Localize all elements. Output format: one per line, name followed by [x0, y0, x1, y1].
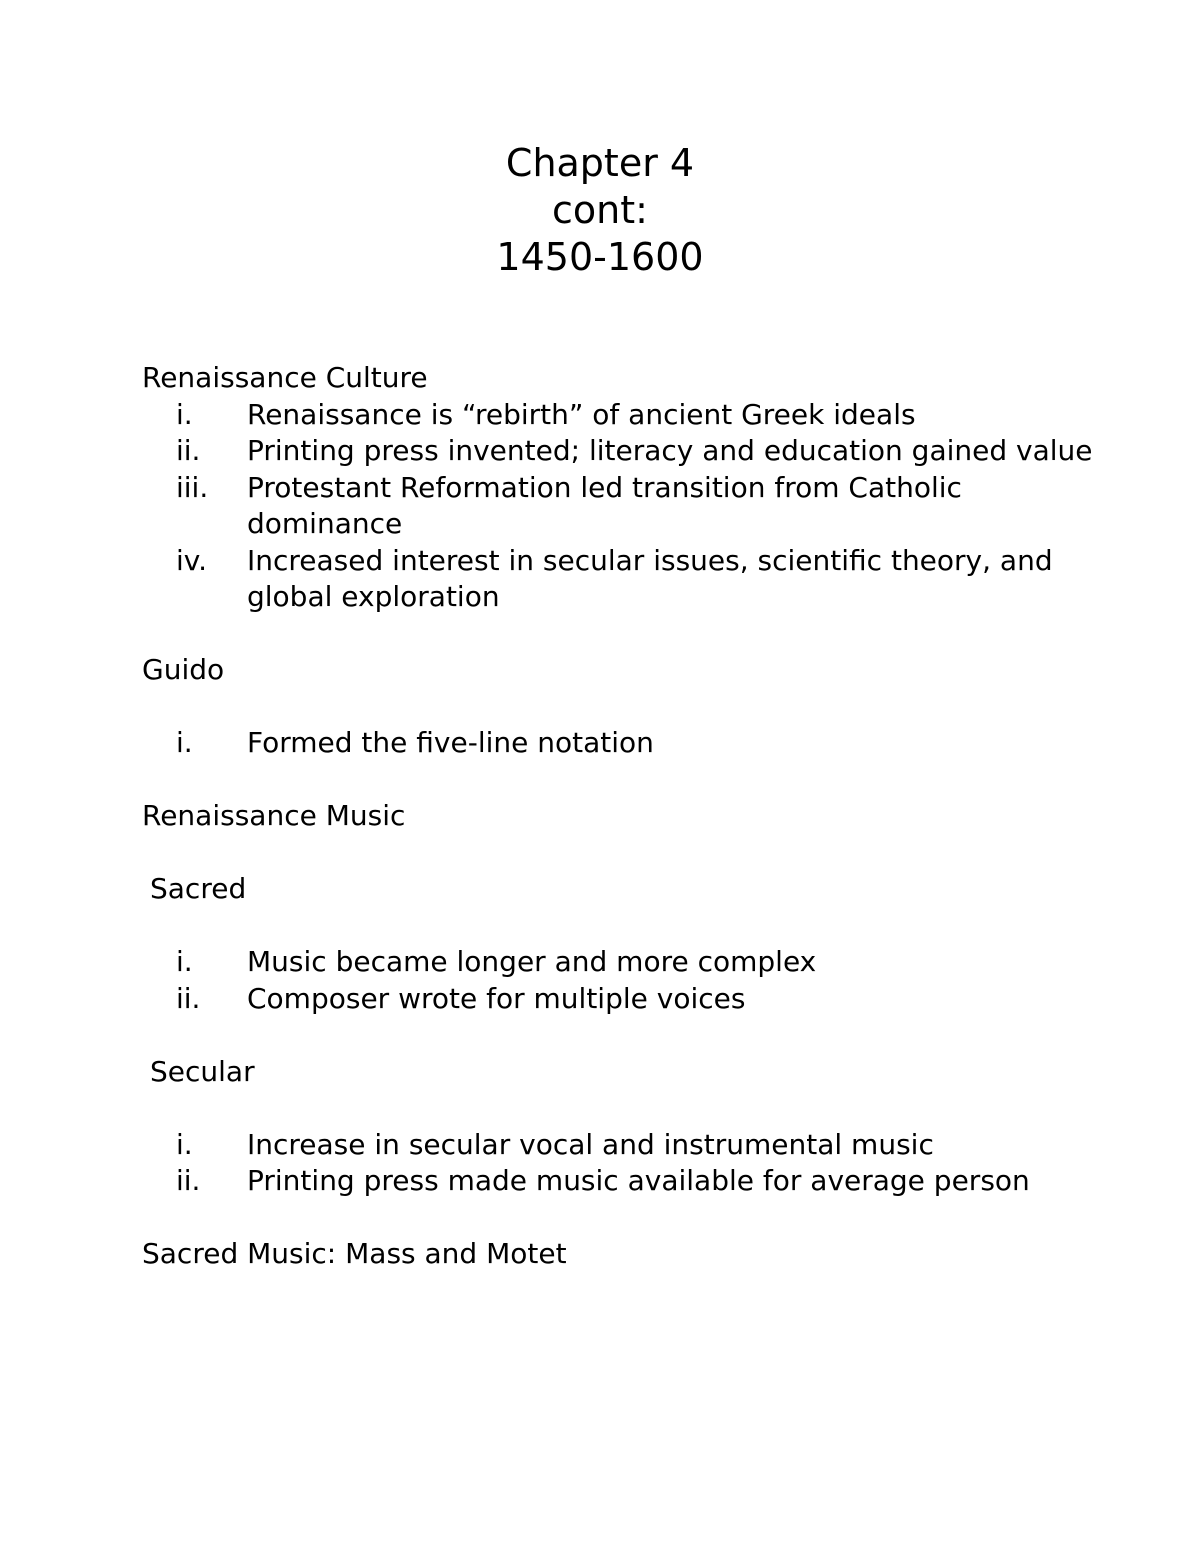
list-item-text: Renaissance is “rebirth” of ancient Greek ideals — [247, 397, 916, 431]
section-heading-renaissance-culture: Renaissance Culture — [142, 361, 428, 394]
list-item — [142, 1163, 1102, 1200]
list-item — [142, 470, 1102, 543]
list-item — [142, 397, 1102, 434]
spacer — [142, 1200, 1102, 1237]
page-title — [0, 140, 1200, 281]
subsection-heading-secular: Secular — [150, 1054, 255, 1088]
list-number: ii. — [176, 1164, 201, 1197]
list-number: i. — [176, 397, 193, 431]
list-number: ii. — [176, 981, 201, 1015]
list-item-text: Printing press invented; literacy and education gained value — [247, 434, 1093, 467]
list-item — [142, 1127, 1102, 1164]
notes-body — [142, 360, 1102, 1273]
spacer — [142, 835, 1102, 872]
section-heading-mass-motet: Sacred Music: Mass and Motet — [142, 1237, 567, 1270]
sacred-list — [142, 944, 1102, 1017]
spacer — [142, 908, 1102, 945]
list-item-text: Printing press made music available for average person — [247, 1164, 1030, 1197]
secular-list — [142, 1127, 1102, 1200]
list-number: i. — [176, 726, 193, 759]
list-item-text: Music became longer and more complex — [247, 945, 817, 978]
list-item — [142, 433, 1102, 470]
list-item — [142, 981, 1102, 1018]
list-item-text: Increase in secular vocal and instrumental music — [247, 1127, 934, 1161]
spacer — [142, 1017, 1102, 1054]
list-item-text: Formed the five-line notation — [247, 726, 654, 759]
list-number: iii. — [176, 470, 209, 504]
list-item — [142, 944, 1102, 981]
renaissance-culture-list — [142, 397, 1102, 616]
list-number: i. — [176, 1127, 193, 1161]
section-heading-guido: Guido — [142, 653, 225, 686]
guido-list — [142, 725, 1102, 762]
list-item-text: Protestant Reformation led transition from Catholic dominance — [247, 470, 962, 540]
spacer — [142, 762, 1102, 799]
list-number: i. — [176, 945, 193, 978]
list-number: ii. — [176, 434, 201, 467]
list-number: iv. — [176, 543, 208, 577]
title-line-cont: cont: — [552, 188, 648, 232]
title-line-years: 1450-1600 — [496, 235, 704, 279]
list-item — [142, 543, 1102, 616]
list-item — [142, 725, 1102, 762]
spacer — [142, 616, 1102, 653]
title-line-chapter: Chapter 4 — [505, 141, 695, 185]
subsection-heading-sacred: Sacred — [150, 872, 247, 905]
section-heading-renaissance-music: Renaissance Music — [142, 799, 406, 832]
list-item-text: Composer wrote for multiple voices — [247, 981, 746, 1015]
spacer — [142, 1090, 1102, 1127]
list-item-text: Increased interest in secular issues, scientific theory, and global exploration — [247, 543, 1053, 613]
spacer — [142, 689, 1102, 726]
